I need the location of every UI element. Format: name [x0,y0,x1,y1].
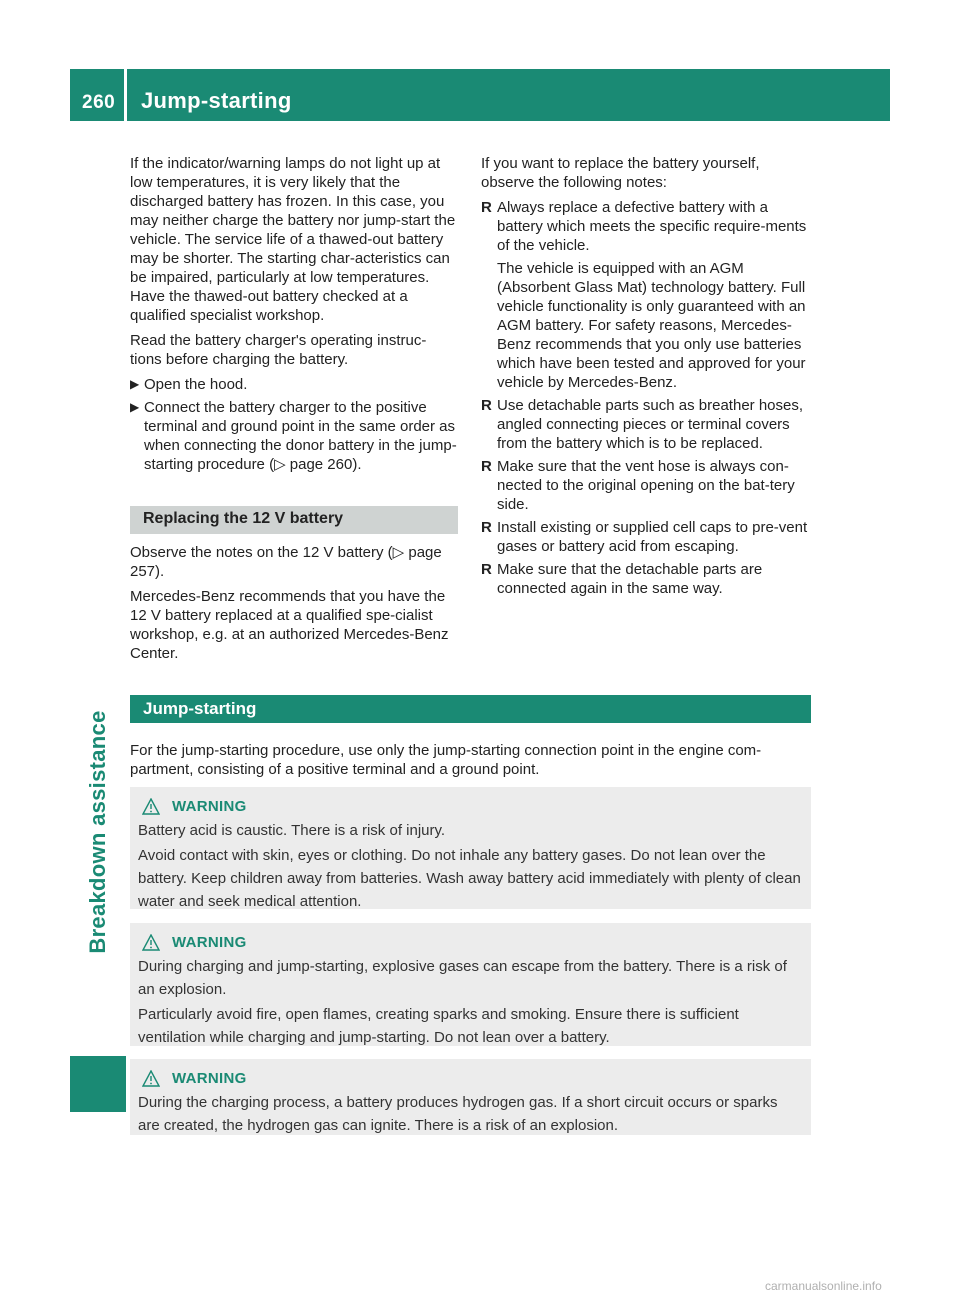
warning-text: Battery acid is caustic. There is a risk of injury. [138,822,446,839]
section-heading: Jump-starting [143,699,257,718]
watermark: carmanualsonline.info [765,1279,882,1293]
bullet-marker: R [481,397,492,414]
warning-header [134,931,801,953]
header-separator [124,69,127,121]
bullet-marker: R [481,458,492,475]
bullet-item [481,560,811,598]
bullet-text: Make sure that the vent hose is always con-nected to the original opening on the bat-tery side. [497,458,795,513]
paragraph: Observe the notes on the 12 V battery (▷ page 257). [130,544,442,580]
warning-triangle-icon [142,934,160,951]
bullet-marker: R [481,199,492,216]
step-arrow-icon: ▶ [130,377,140,391]
bullet-item [481,396,811,453]
paragraph: If the indicator/warning lamps do not light up at low temperatures, it is very likely that the discharged battery has frozen. In this case, you may neither charge the battery nor jump-start the vehicle. The service life of a thawed-out battery may be shorter. The starting char-acteristics can be impaired, particularly at low temperatures. Have the thawed-out battery checked at a qualified specialist workshop. [130,155,456,324]
warning-text: Particularly avoid fire, open flames, creating sparks and smoking. Ensure there is sufficient ventilation while charging and jump-starting. Do not lean over a battery. [138,1006,739,1046]
paragraph: Mercedes-Benz recommends that you have the 12 V battery replaced at a qualified spe-cialist workshop, e.g. at an authorized Mercedes-Benz Center. [130,588,449,662]
page-title: Jump-starting [141,88,292,113]
bullet-subtext: The vehicle is equipped with an AGM (Absorbent Glass Mat) technology battery. Full vehicle functionality is only guaranteed with an AGM battery. For safety reasons, Mercedes-Benz recommends that you only use batteries which have been tested and approved for your vehicle by Mercedes-Benz. [497,260,806,391]
paragraph: Read the battery charger's operating instruc-tions before charging the battery. [130,332,427,368]
subsection-heading: Replacing the 12 V battery [143,510,344,527]
step-item [130,375,458,394]
left-column [130,154,458,478]
step-text: Connect the battery charger to the positive terminal and ground point in the same order as when connecting the donor battery in the jump-starting procedure (▷ page 260). [144,399,457,473]
bullet-text: Use detachable parts such as breather hoses, angled connecting pieces or terminal covers from the battery which is to be replaced. [497,397,804,452]
warning-box [130,923,811,1046]
warning-header [134,795,801,817]
step-arrow-icon: ▶ [130,400,140,414]
warning-box [130,1059,811,1135]
warning-label: WARNING [172,933,247,951]
page-number: 260 [82,92,116,113]
bullet-text: Make sure that the detachable parts are connected again in the same way. [497,561,763,597]
warning-header [134,1067,801,1089]
warning-label: WARNING [172,797,247,815]
right-column [481,154,811,602]
bullet-item [481,518,811,556]
warning-text: Avoid contact with skin, eyes or clothing. Do not inhale any battery gases. Do not lean over the battery. Keep children away from batteries. Wash away battery acid immediately with plenty of clean water and seek medical attention. [138,847,801,910]
warning-text: During charging and jump-starting, explosive gases can escape from the battery. There is a risk of an explosion. [138,958,787,998]
section-intro: For the jump-starting procedure, use only the jump-starting connection point in the engine com-partment, consisting of a positive terminal and a ground point. [130,742,762,778]
warning-label: WARNING [172,1069,247,1087]
warning-text: During the charging process, a battery produces hydrogen gas. If a short circuit occurs or sparks are created, the hydrogen gas can ignite. There is a risk of an explosion. [138,1094,778,1134]
chapter-label: Breakdown assistance [85,710,110,954]
chapter-tab-marker [70,1056,126,1112]
warning-triangle-icon [142,1070,160,1087]
paragraph: If you want to replace the battery yourself, observe the following notes: [481,155,760,191]
bullet-marker: R [481,519,492,536]
bullet-text: Install existing or supplied cell caps to pre-vent gases or battery acid from escaping. [497,519,808,555]
step-text: Open the hood. [144,376,248,393]
bullet-item [481,198,811,392]
bullet-marker: R [481,561,492,578]
bullet-text: Always replace a defective battery with a battery which meets the specific require-ments of the vehicle. [497,199,807,254]
bullet-item [481,457,811,514]
warning-triangle-icon [142,798,160,815]
warning-box [130,787,811,909]
replace-section-body [130,543,458,669]
step-item [130,398,458,474]
